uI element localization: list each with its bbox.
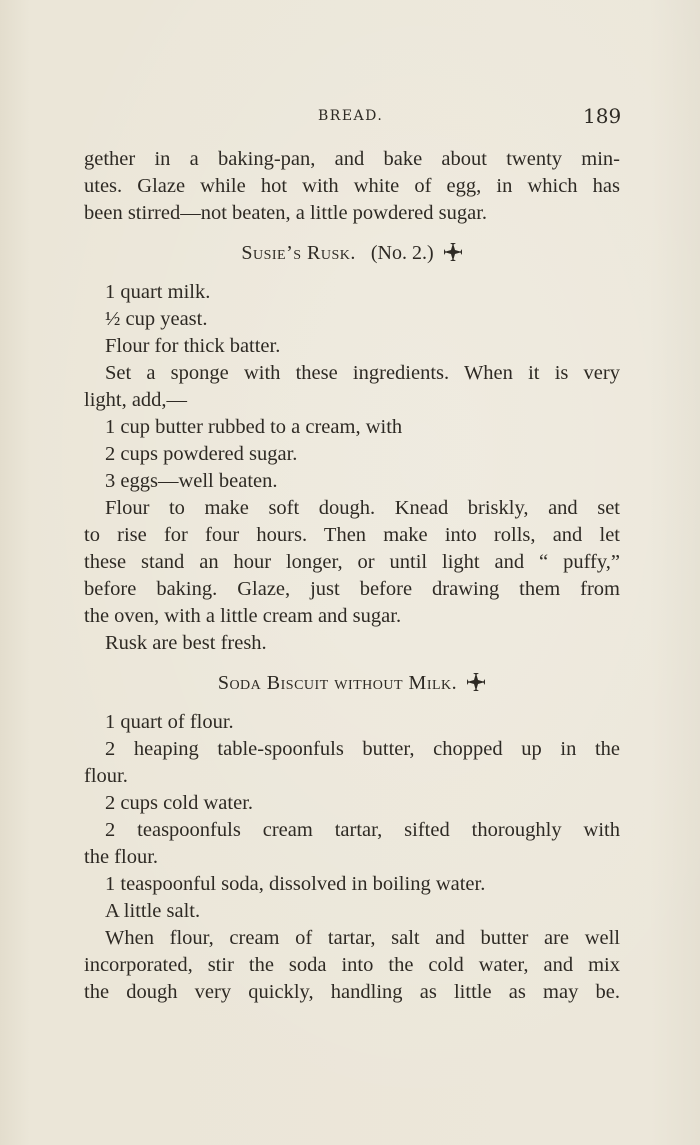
instruction-line: incorporated, stir the soda into the cold water, and mix: [84, 954, 620, 976]
instruction-line: to rise for four hours. Then make into rolls, and let: [84, 524, 620, 546]
page-body: [84, 146, 620, 1006]
recipe-title: Soda Biscuit without Milk.: [217, 672, 458, 694]
instruction-line: light, add,—: [84, 389, 188, 411]
instruction-line: When flour, cream of tartar, salt and butter are well: [105, 927, 620, 949]
page-header: [0, 104, 700, 130]
ingredient-line: ½ cup yeast.: [105, 308, 208, 330]
ingredient-line: 1 quart of flour.: [105, 711, 234, 733]
recipe-heading: [84, 670, 620, 697]
instruction-line: Flour to make soft dough. Knead briskly, and set: [105, 497, 620, 519]
maltese-cross-icon: [443, 242, 463, 262]
instruction-line: the dough very quickly, handling as little as may be.: [84, 981, 620, 1003]
ingredient-line: 2 heaping table-spoonfuls butter, chopped up in the: [105, 738, 620, 760]
recipe-number: (No. 2.): [370, 242, 434, 264]
ingredient-line: 1 quart milk.: [105, 281, 211, 303]
instruction-line: before baking. Glaze, just before drawing them from: [84, 578, 620, 600]
ingredient-line: 1 teaspoonful soda, dissolved in boiling water.: [105, 873, 486, 895]
ingredient-line: Flour for thick batter.: [105, 335, 281, 357]
instruction-line: Set a sponge with these ingredients. When it is very: [105, 362, 620, 384]
ingredient-line: A little salt.: [105, 900, 201, 922]
ingredient-line: 3 eggs—well beaten.: [105, 470, 278, 492]
ingredient-line: 1 cup butter rubbed to a cream, with: [105, 416, 403, 438]
recipe-heading: [84, 240, 620, 267]
text-line: gether in a baking-pan, and bake about twenty min-: [84, 148, 620, 170]
page-number: 189: [583, 104, 622, 128]
instruction-line: the oven, with a little cream and sugar.: [84, 605, 402, 627]
text-line: been stirred—not beaten, a little powdered sugar.: [84, 202, 488, 224]
text-line: utes. Glaze while hot with white of egg, in which has: [84, 175, 620, 197]
ingredient-line: 2 teaspoonfuls cream tartar, sifted thoroughly with: [105, 819, 620, 841]
instruction-line: these stand an hour longer, or until light and “ puffy,”: [84, 551, 620, 573]
maltese-cross-icon: [466, 672, 486, 692]
running-head: BREAD.: [318, 108, 384, 124]
ingredient-line: flour.: [84, 765, 128, 787]
instruction-line: Rusk are best fresh.: [105, 632, 267, 654]
recipe-title: Susie’s Rusk.: [241, 242, 356, 264]
ingredient-line: the flour.: [84, 846, 159, 868]
ingredient-line: 2 cups powdered sugar.: [105, 443, 298, 465]
ingredient-line: 2 cups cold water.: [105, 792, 254, 814]
